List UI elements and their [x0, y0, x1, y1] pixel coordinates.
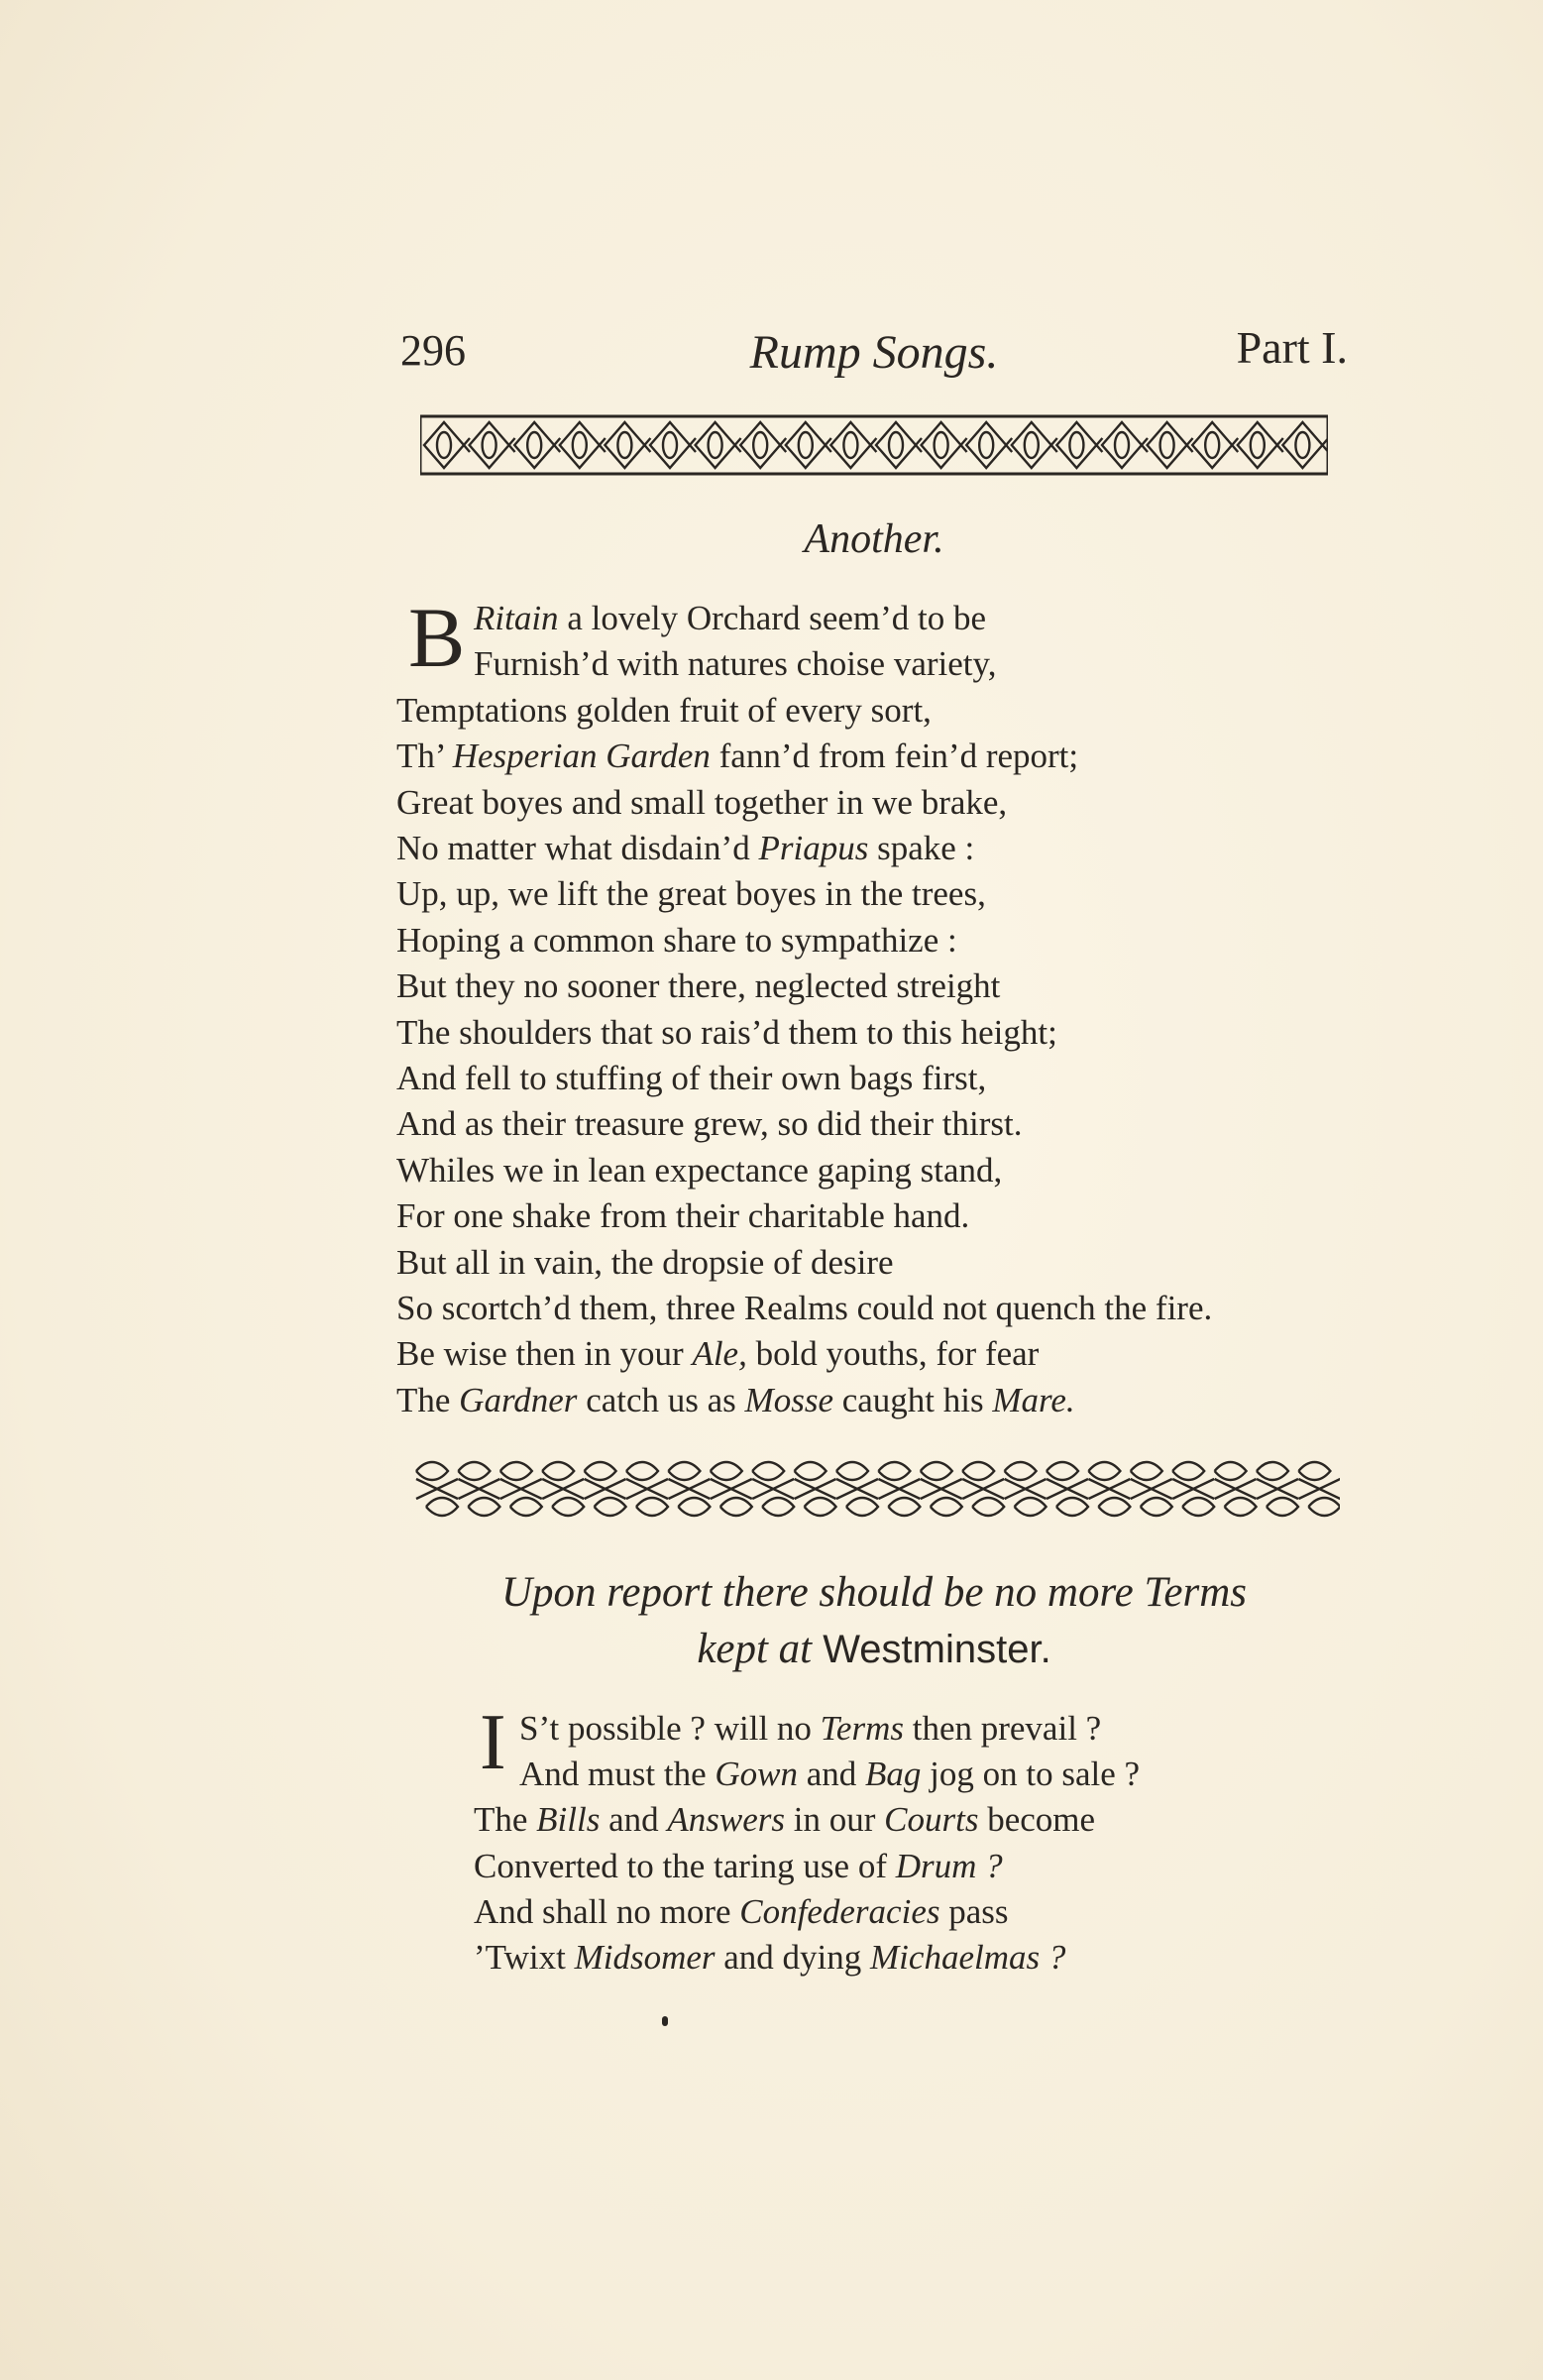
- italic-text: Bag: [865, 1755, 922, 1794]
- roman-text: pass: [939, 1891, 1009, 1931]
- roman-text: ’Twixt: [474, 1938, 575, 1977]
- roman-text: then prevail ?: [903, 1709, 1102, 1748]
- roman-text: jog on to sale ?: [921, 1755, 1141, 1794]
- roman-text: Hoping a common share to sympathize :: [396, 920, 957, 960]
- roman-text: And shall no more: [474, 1891, 740, 1931]
- verse-line: [396, 782, 1008, 822]
- roman-text: a lovely Orchard seem’d to be: [558, 599, 987, 637]
- verse-line: [396, 1196, 970, 1236]
- roman-text: Th’: [396, 737, 453, 776]
- italic-text: Ale,: [692, 1334, 747, 1374]
- verse-line: [396, 1334, 1040, 1374]
- verse-line: [396, 966, 1001, 1006]
- verse-line: [396, 1012, 1057, 1052]
- roman-text: But they no sooner there, neglected streight: [396, 966, 1001, 1006]
- roman-text: spake :: [868, 829, 975, 867]
- italic-text: Gardner: [459, 1380, 578, 1419]
- headpiece-ornament: [420, 414, 1328, 476]
- drop-cap-i: I: [480, 1699, 506, 1786]
- roman-text: And fell to stuffing of their own bags first,: [396, 1059, 987, 1097]
- roman-text: Great boyes and small together in we brake,: [396, 782, 1008, 822]
- verse-line: [396, 1061, 986, 1095]
- italic-text: Mosse: [744, 1380, 833, 1419]
- part-label: Part I.: [1236, 322, 1348, 373]
- italic-text: Bills: [536, 1800, 601, 1840]
- roman-text: The shoulders that so rais’d them to this height;: [396, 1012, 1057, 1052]
- running-title: Rump Songs.: [749, 326, 999, 379]
- poem-title-line2: kept at Westminster.: [697, 1626, 1051, 1672]
- poem-title-another: Another.: [804, 516, 944, 562]
- verse-line: [396, 1150, 1003, 1190]
- roman-text: and dying: [715, 1938, 871, 1977]
- roman-text: fann’d from fein’d report;: [710, 737, 1079, 776]
- verse-line: [396, 737, 1079, 776]
- verse-line: [396, 1104, 1023, 1144]
- italic-text: Confederacies: [739, 1891, 940, 1931]
- roman-text: So scortch’d them, three Realms could not quench the fire.: [396, 1289, 1213, 1327]
- italic-text: Terms: [820, 1709, 904, 1748]
- verse-line: [519, 1711, 1101, 1746]
- roman-text: The: [396, 1380, 460, 1419]
- verse-line: [396, 1242, 894, 1282]
- verse-line: [396, 920, 957, 960]
- roman-text: Furnish’d with natures choise variety,: [474, 644, 997, 684]
- roman-text: Be wise then in your: [396, 1334, 693, 1374]
- roman-text: and: [797, 1755, 866, 1794]
- roman-text: And must the: [519, 1755, 716, 1794]
- roman-text: and: [600, 1800, 668, 1840]
- verse-line: [474, 601, 986, 635]
- roman-text: No matter what disdain’d: [396, 829, 759, 867]
- verse-line: [474, 644, 997, 684]
- roman-text: bold youths, for fear: [746, 1334, 1040, 1374]
- roman-text: in our: [785, 1800, 885, 1840]
- poem-title-line1: Upon report there should be no more Terms: [500, 1569, 1248, 1616]
- verse-line: [519, 1755, 1141, 1794]
- printers-mark: [662, 2016, 668, 2026]
- roman-text: And as their treasure grew, so did their thirst.: [396, 1104, 1023, 1144]
- italic-text: Answers: [667, 1800, 786, 1840]
- roman-text: caught his: [832, 1380, 993, 1419]
- poem-title-terms: [400, 1568, 1348, 1673]
- roman-text: Whiles we in lean expectance gaping stand,: [396, 1150, 1003, 1190]
- running-header: [400, 317, 1348, 387]
- italic-text: Courts: [884, 1800, 979, 1840]
- verse-line: [474, 1846, 1003, 1885]
- italic-text: Midsomer: [574, 1938, 716, 1977]
- italic-text: Ritain: [474, 599, 559, 637]
- roman-text: But all in vain, the dropsie of desire: [396, 1242, 894, 1282]
- italic-text: Hesperian Garden: [452, 737, 711, 776]
- page-number: 296: [400, 326, 466, 375]
- verse-line: [396, 831, 974, 865]
- italic-text: Drum ?: [895, 1846, 1003, 1885]
- verse-line: [474, 1800, 1096, 1840]
- italic-text: Gown: [715, 1755, 798, 1794]
- verse-line: [396, 874, 986, 914]
- verse-line: [474, 1940, 1065, 1975]
- roman-text: S’t possible ? will no: [519, 1709, 821, 1748]
- roman-text: The: [474, 1800, 537, 1840]
- italic-text: Priapus: [758, 829, 869, 867]
- drop-cap-b: B: [408, 590, 466, 685]
- roman-text: become: [978, 1800, 1096, 1840]
- verse-line: [396, 690, 932, 730]
- roman-text: Temptations golden fruit of every sort,: [396, 690, 932, 730]
- verse-line: [396, 1380, 1075, 1419]
- tailpiece-ornament: [408, 1457, 1340, 1521]
- roman-text: Converted to the taring use of: [474, 1846, 896, 1885]
- roman-text: For one shake from their charitable hand.: [396, 1196, 970, 1236]
- verse-line: [474, 1891, 1009, 1931]
- roman-text: catch us as: [577, 1380, 745, 1419]
- italic-text: Michaelmas ?: [870, 1938, 1066, 1977]
- verse-line: [396, 1291, 1212, 1325]
- roman-text: Up, up, we lift the great boyes in the trees,: [396, 874, 986, 914]
- italic-text: Mare.: [992, 1380, 1075, 1419]
